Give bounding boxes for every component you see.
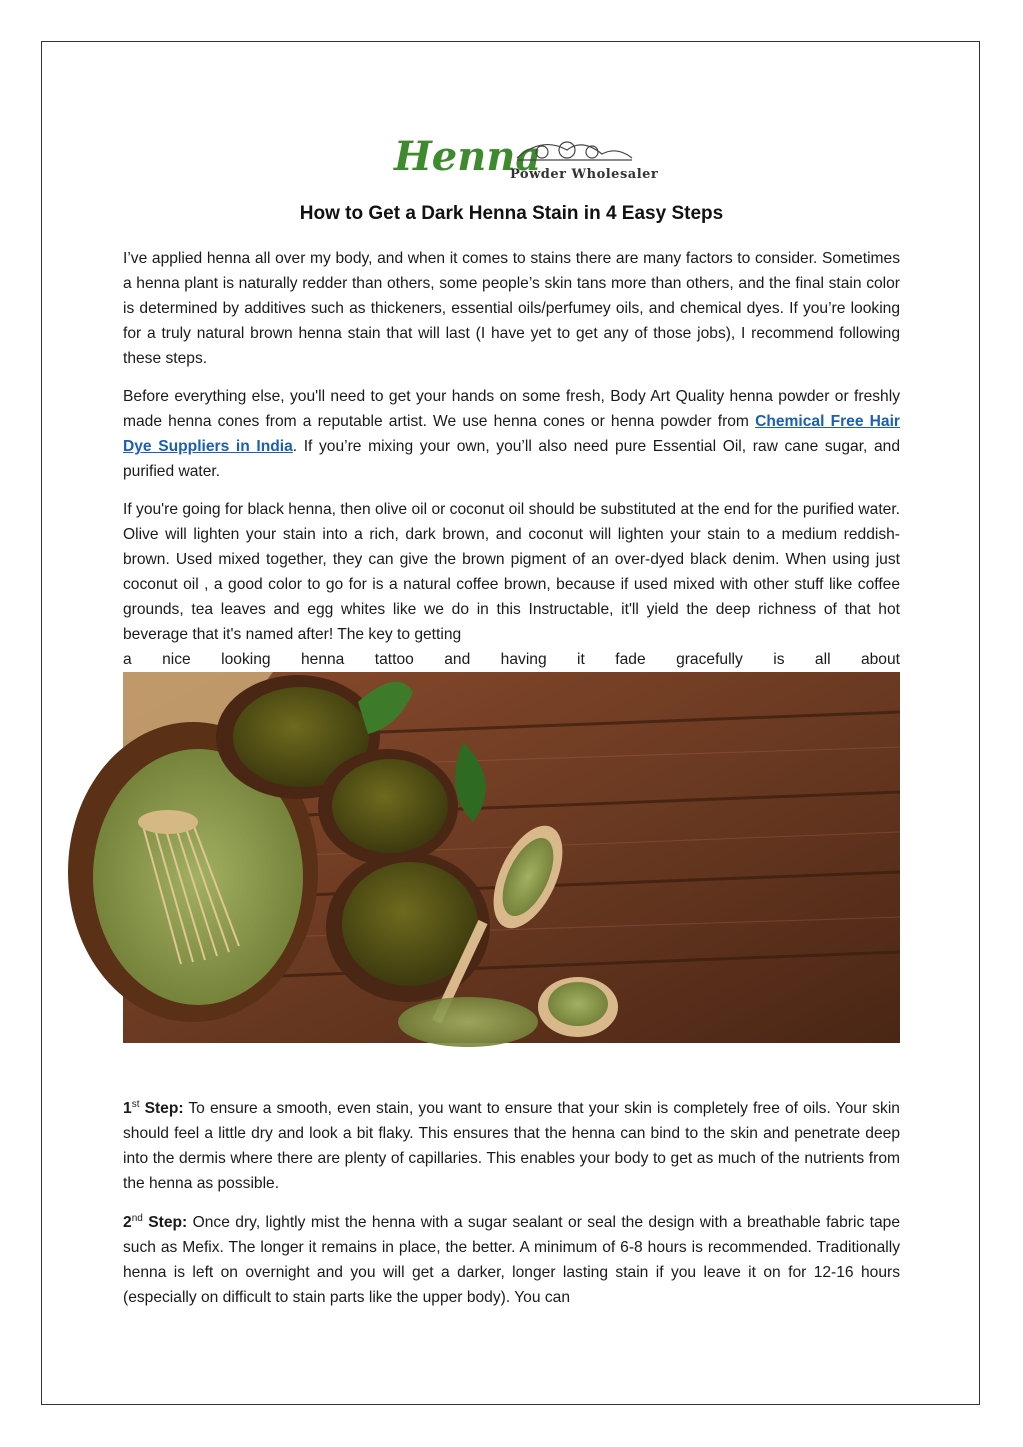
step-2-paragraph [123, 1210, 900, 1310]
supplier-link[interactable]: Chemical Free Hair Dye Suppliers in India [123, 413, 900, 455]
page-title: How to Get a Dark Henna Stain in 4 Easy Steps [299, 203, 724, 224]
brand-logo [392, 128, 659, 184]
spoon-lower [538, 977, 618, 1037]
step-1-number: 1 [123, 1100, 132, 1117]
logo-brand-text: Henna [394, 133, 542, 180]
step-1-text: To ensure a smooth, even stain, you want to ensure that your skin is completely free of oils. Your skin should feel a little dry and look a bit flaky. This ensures that the henna can bind to the skin and penetrate deep into the dermis where there are plenty of capillaries. This enables your body to get as much of the nutrients from the henna as possible. [123, 1100, 900, 1192]
black-henna-paragraph [123, 497, 900, 672]
step-2-ordinal: nd [131, 1212, 143, 1224]
black-henna-last-line: a nice looking henna tattoo and having it fade gracefully is all about [123, 651, 900, 668]
step-2-text: Once dry, lightly mist the henna with a sugar sealant or seal the design with a breathable fabric tape such as Mefix. The longer it remains in place, the better. A minimum of 6-8 hours is recommended. Traditionally henna is left on overnight and you will get a darker, longer lasting stain if you leave it on for 12-16 hours (especially on difficult to stain parts like the upper body). You can [123, 1214, 900, 1306]
logo-subtitle-text: Powder Wholesaler [510, 167, 659, 182]
whisk-handle [138, 810, 198, 834]
step-1-ordinal: st [131, 1098, 140, 1110]
black-henna-text: If you're going for black henna, then olive oil or coconut oil should be substituted at the end for the purified water. Olive will lighten your stain into a rich, dark brown, and coconut will lighten your stain to a medium reddish-brown. Used mixed together, they can give the brown pigment of an over-dyed black denim. When using just coconut oil , a good color to go for is a natural coffee brown, because if used mixed with other stuff like coffee grounds, tea leaves and egg whites like we do in this Instructable, it'll yield the deep richness of that hot beverage that it's named after! The key to getting [123, 501, 900, 643]
step-2-label: Step: [148, 1214, 188, 1231]
step-1-paragraph [123, 1096, 900, 1196]
supplies-paragraph [123, 384, 900, 484]
step-1-label: Step: [144, 1100, 184, 1117]
supplies-text-after: . If you’re mixing your own, you’ll also need pure Essential Oil, raw cane sugar, and purified water. [123, 438, 900, 480]
henna-bowls-photo [123, 672, 900, 1043]
step-2-number: 2 [123, 1214, 132, 1231]
intro-paragraph: I’ve applied henna all over my body, and when it comes to stains there are many factors to consider. Sometimes a henna plant is naturally redder than others, some people’s skin tans more than others, and the final stain color is determined by additives such as thickeners, essential oils/perfumey oils, and chemical dyes. If you’re looking for a truly natural brown henna stain that will last (I have yet to get any of those jobs), I recommend following these steps. [123, 250, 900, 367]
supplies-text-before: Before everything else, you'll need to get your hands on some fresh, Body Art Quality henna powder or freshly made henna cones from a reputable artist. We use henna cones or henna powder from [123, 388, 900, 430]
